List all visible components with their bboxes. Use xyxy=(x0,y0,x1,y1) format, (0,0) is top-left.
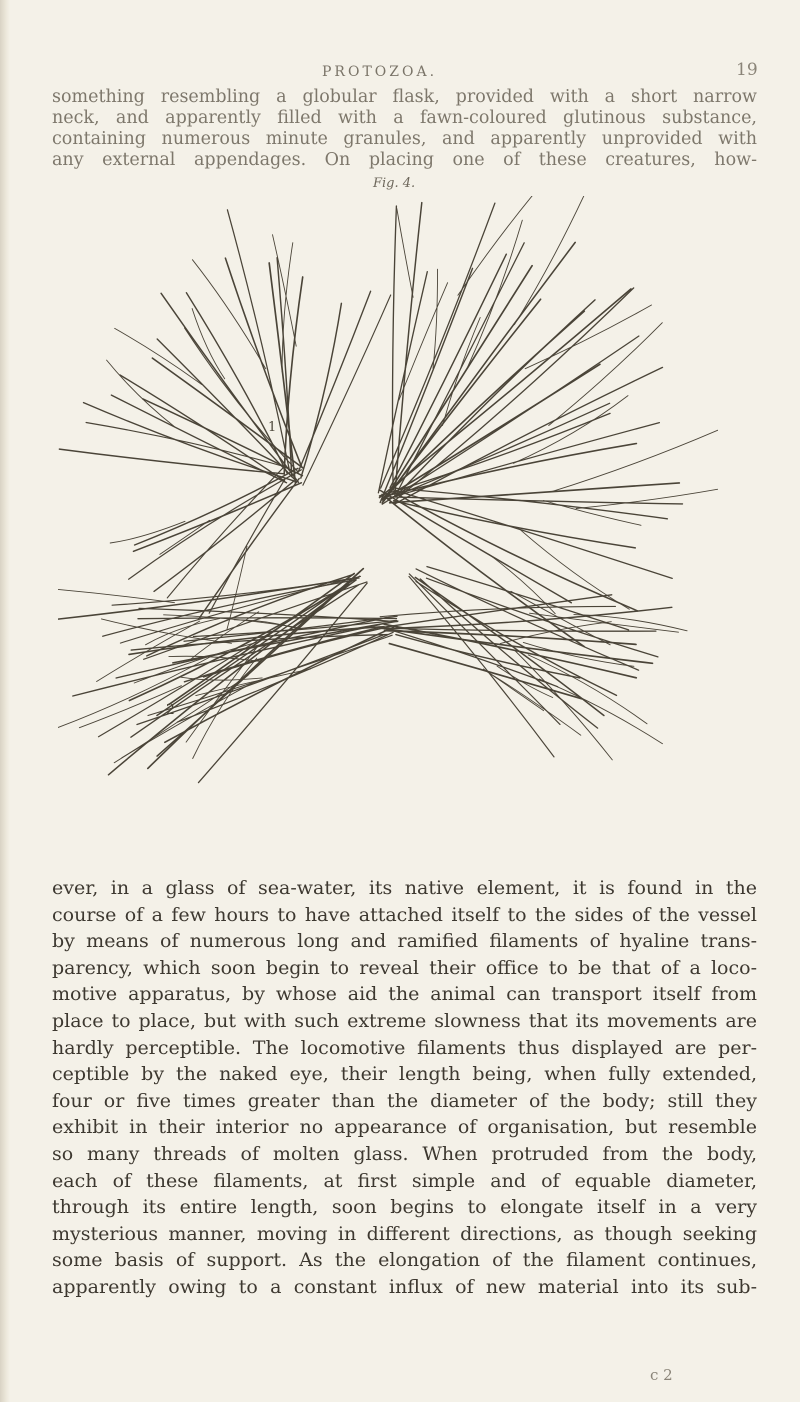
filament-line xyxy=(382,364,600,500)
filament-line xyxy=(416,569,638,670)
filament-branch xyxy=(114,675,248,762)
filament-branch xyxy=(576,488,718,508)
filament-line xyxy=(394,242,575,487)
filament-line xyxy=(383,628,656,631)
text-line: mysterious manner, moving in different directions, as though seeking xyxy=(52,1222,757,1245)
text-line: any external appendages. On placing one of these creatures, how- xyxy=(52,150,757,170)
page-header xyxy=(0,56,800,86)
filament-branch xyxy=(115,328,202,384)
text-line: something resembling a globular flask, provided with a short narrow xyxy=(52,87,757,107)
filament-branch xyxy=(551,427,718,492)
filament-line xyxy=(378,272,427,493)
filament-line xyxy=(135,468,298,545)
filament-branch xyxy=(500,622,611,644)
text-line: ceptible by the naked eye, their length being, when fully extended, xyxy=(52,1063,757,1086)
page-number: 19 xyxy=(736,60,758,80)
filament-branch xyxy=(122,682,255,758)
text-line: some basis of support. As the elongation of the filament continues, xyxy=(52,1249,757,1272)
filament-line xyxy=(154,481,294,591)
figure-caption: Fig. 4. xyxy=(373,176,416,191)
text-line: containing numerous minute granules, and apparently unprovided with xyxy=(52,129,757,149)
text-line: exhibit in their interior no appearance of organisation, but resemble xyxy=(52,1116,757,1139)
filament-line xyxy=(390,254,506,487)
filament-line xyxy=(379,628,652,663)
text-line: so many threads of molten glass. When protruded from the body, xyxy=(52,1142,757,1165)
filament-line xyxy=(111,395,286,483)
text-line: ever, in a glass of sea-water, its native element, it is found in the xyxy=(52,877,757,899)
filament-branch xyxy=(539,679,662,744)
paragraph-bottom xyxy=(52,875,757,1301)
filament-branch xyxy=(514,650,612,760)
text-line: through its entire length, soon begins to elongate itself in a very xyxy=(52,1196,757,1219)
paragraph-top xyxy=(52,87,757,171)
filament-line xyxy=(58,579,351,622)
page-binding-edge xyxy=(0,0,10,1402)
figure-illustration xyxy=(58,196,718,866)
filament-branch xyxy=(549,323,663,426)
running-title: PROTOZOA. xyxy=(322,64,438,80)
text-line: each of these filaments, at first simple and of equable diameter, xyxy=(52,1169,757,1192)
filament-branch xyxy=(58,584,175,603)
text-line: neck, and apparently filled with a fawn-coloured glutinous substance, xyxy=(52,108,757,128)
filament-branch xyxy=(397,209,413,298)
filament-branch xyxy=(458,196,561,295)
filament-line xyxy=(379,490,571,603)
signature-mark: c 2 xyxy=(650,1366,673,1384)
filament-line xyxy=(394,288,633,501)
text-line: by means of numerous long and ramified filaments of hyaline trans- xyxy=(52,930,757,953)
filament-line xyxy=(59,449,283,474)
filament-line xyxy=(303,295,391,485)
filament-line xyxy=(120,576,360,643)
figure-part-label-2: 2 xyxy=(166,702,175,718)
filament-line xyxy=(380,289,632,498)
filament-branch xyxy=(514,196,597,325)
filament-line xyxy=(384,299,541,501)
text-line: four or five times greater than the diameter of the body; still they xyxy=(52,1089,757,1112)
protozoa-filament-drawing xyxy=(58,196,718,866)
filament-branch xyxy=(273,235,297,347)
text-line: course of a few hours to have attached itself to the sides of the vessel xyxy=(52,903,757,926)
text-line: parency, which soon begin to reveal their office to be that of a loco- xyxy=(52,956,757,979)
text-line: hardly perceptible. The locomotive filaments thus displayed are per- xyxy=(52,1036,757,1059)
filament-branch xyxy=(399,283,448,400)
filament-line xyxy=(393,206,397,490)
filament-line xyxy=(199,583,368,783)
text-line: apparently owing to a constant influx of new material into its sub- xyxy=(52,1275,757,1298)
filament-branch xyxy=(160,520,210,554)
filament-branch xyxy=(525,305,651,369)
filament-line xyxy=(298,291,371,473)
filament-line xyxy=(394,501,636,548)
text-line: motive apparatus, by whose aid the animal can transport itself from xyxy=(52,983,757,1006)
figure-part-label-1: 1 xyxy=(268,420,277,435)
filament-branch xyxy=(521,530,630,609)
filament-line xyxy=(129,470,302,579)
text-line: place to place, but with such extreme slowness that its movements are xyxy=(52,1009,757,1032)
filament-line xyxy=(167,468,283,598)
